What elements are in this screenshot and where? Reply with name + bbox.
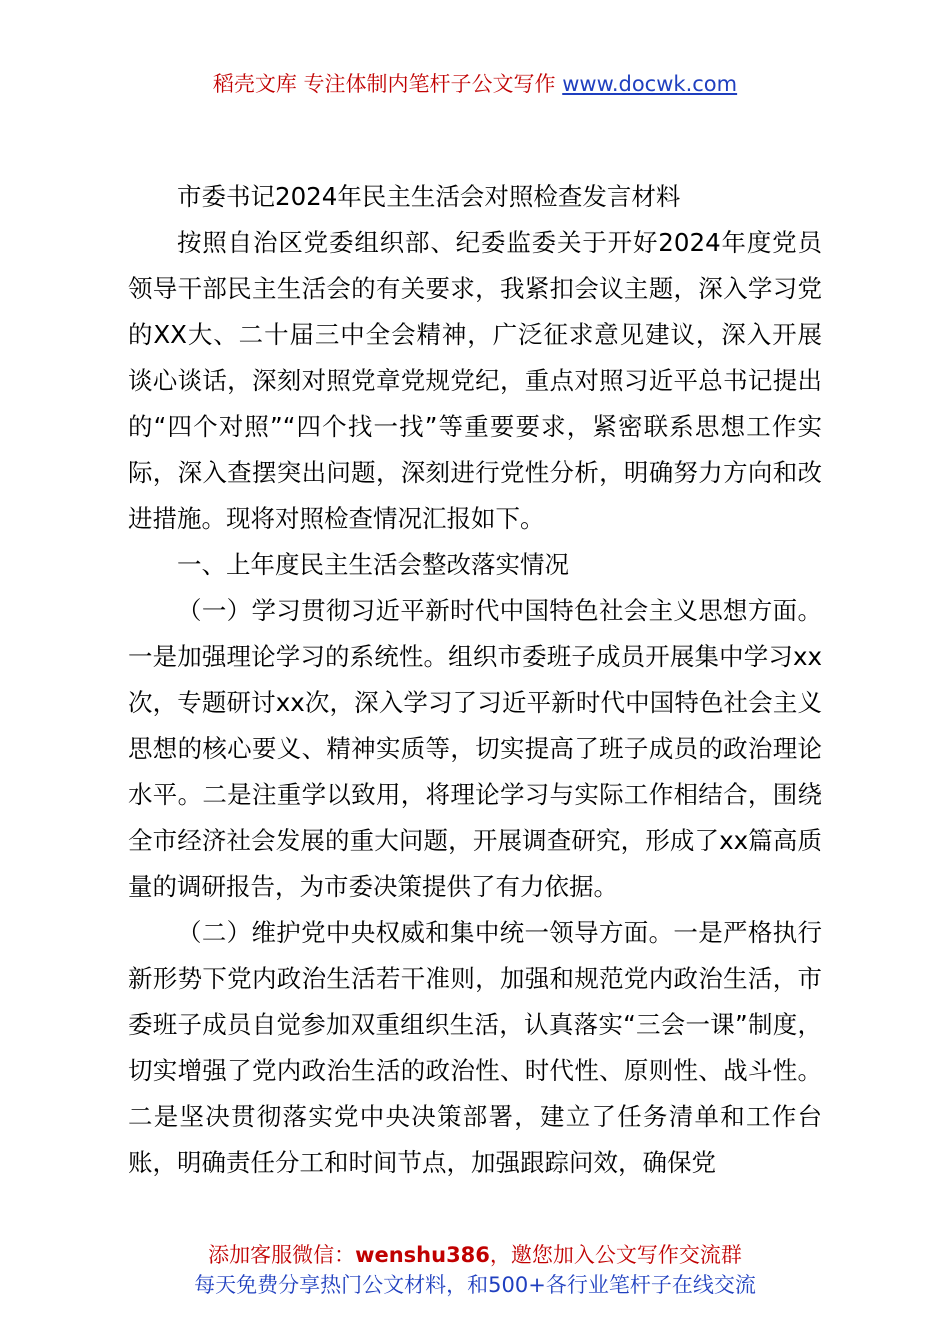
promo-footer bbox=[0, 1240, 950, 1300]
site-url-link[interactable]: www.docwk.com bbox=[562, 72, 738, 96]
paragraph-intro: 按照自治区党委组织部、纪委监委关于开好2024年度党员领导干部民主生活会的有关要求，我紧扣会议主题，深入学习党的XX大、二十届三中全会精神，广泛征求意见建议，深入开展谈心谈话，深刻对照党章党规党纪，重点对照习近平总书记提出的“四个对照”“四个找一找”等重要要求，紧密联系思想工作实际，深入查摆突出问题，深刻进行党性分析，明确努力方向和改进措施。现将对照检查情况汇报如下。 bbox=[128, 228, 822, 533]
promo-wechat-suffix: ，邀您加入公文写作交流群 bbox=[489, 1243, 742, 1267]
promo-wechat-prefix: 添加客服微信： bbox=[208, 1243, 356, 1267]
document-title: 市委书记2024年民主生活会对照检查发言材料 bbox=[177, 182, 681, 211]
site-banner-text: 稻壳文库 专注体制内笔杆子公文写作 bbox=[212, 72, 563, 96]
promo-line-share: 每天免费分享热门公文材料，和500+各行业笔杆子在线交流 bbox=[194, 1273, 756, 1297]
paragraph-subsection-2: （二）维护党中央权威和集中统一领导方面。一是严格执行新形势下党内政治生活若干准则，加强和规范党内政治生活，市委班子成员自觉参加双重组织生活，认真落实“三会一课”制度，切实增强了党内政治生活的政治性、时代性、原则性、战斗性。二是坚决贯彻落实党中央决策部署，建立了任务清单和工作台账，明确责任分工和时间节点，加强跟踪问效，确保党 bbox=[128, 918, 822, 1177]
document-body bbox=[128, 174, 822, 1186]
site-banner bbox=[0, 70, 950, 98]
promo-line-wechat bbox=[0, 1240, 950, 1270]
paragraph-subsection-1: （一）学习贯彻习近平新时代中国特色社会主义思想方面。一是加强理论学习的系统性。组织市委班子成员开展集中学习xx次，专题研讨xx次，深入学习了习近平新时代中国特色社会主义思想的核心要义、精神实质等，切实提高了班子成员的政治理论水平。二是注重学以致用，将理论学习与实际工作相结合，围绕全市经济社会发展的重大问题，开展调查研究，形成了xx篇高质量的调研报告，为市委决策提供了有力依据。 bbox=[128, 596, 822, 901]
wechat-id: wenshu386 bbox=[355, 1243, 490, 1267]
section-heading-1: 一、上年度民主生活会整改落实情况 bbox=[177, 550, 569, 579]
